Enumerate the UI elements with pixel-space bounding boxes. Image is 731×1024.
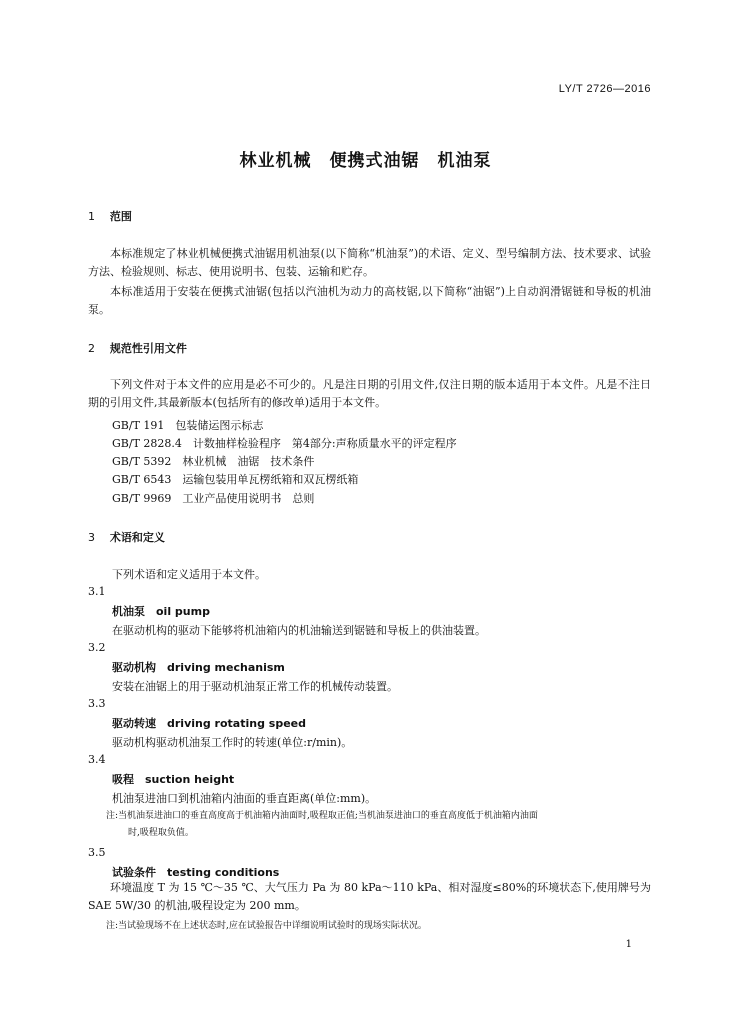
term-definition: 驱动机构驱动机油泵工作时的转速(单位:r/min)。 [112, 736, 353, 749]
section-3-number: 3 [88, 531, 95, 544]
section-2-title: 规范性引用文件 [109, 342, 187, 355]
note-line-1: 注:当机油泵进油口的垂直高度高于机油箱内油面时,吸程取正值;当机油泵进油口的垂直高度低于机油箱内油面 [106, 811, 538, 821]
document-title: 林业机械 便携式油锯 机油泵 [239, 151, 492, 171]
section-1-heading [88, 208, 132, 224]
clause-number: 3.5 [88, 846, 106, 859]
term-definition: 在驱动机构的驱动下能够将机油箱内的机油输送到锯链和导板上的供油装置。 [112, 624, 486, 637]
term-title: 试验条件 testing conditions [112, 866, 280, 879]
section-3-heading [88, 529, 165, 545]
section-1-number: 1 [88, 210, 95, 223]
term-note [106, 808, 652, 842]
page-number: 1 [625, 939, 632, 950]
term-title: 吸程 suction height [112, 773, 235, 786]
clause-number: 3.1 [88, 585, 106, 598]
clause-number: 3.2 [88, 641, 106, 654]
term-definition: 环境温度 T 为 15 ℃～35 ℃、大气压力 Pa 为 80 kPa～110 kPa、相对湿度≤80%的环境状态下,使用牌号为 SAE 5W/30 的机油,吸程设定为 200 mm。 [88, 881, 651, 912]
section-2-number: 2 [88, 342, 95, 355]
section-1-title: 范围 [109, 210, 132, 223]
reference-item: GB/T 191 包装储运图示标志 [112, 419, 264, 432]
term-definition: 机油泵进油口到机油箱内油面的垂直距离(单位:mm)。 [112, 792, 377, 805]
section-2-para: 下列文件对于本文件的应用是必不可少的。凡是注日期的引用文件,仅注日期的版本适用于本文件。凡是不注日期的引用文件,其最新版本(包括所有的修改单)适用于本文件。 [88, 378, 651, 409]
standard-code: LY/T 2726—2016 [558, 83, 651, 95]
term-title: 驱动机构 driving mechanism [112, 661, 285, 674]
term-title: 机油泵 oil pump [112, 605, 210, 618]
clause-number: 3.3 [88, 697, 106, 710]
note-line-2: 时,吸程取负值。 [128, 828, 194, 838]
section-1-para-1: 本标准规定了林业机械便携式油锯用机油泵(以下简称“机油泵”)的术语、定义、型号编制方法、技术要求、试验方法、检验规则、标志、使用说明书、包装、运输和贮存。 [88, 247, 651, 278]
term-title: 驱动转速 driving rotating speed [112, 717, 306, 730]
section-2-heading [88, 340, 187, 356]
section-3-intro: 下列术语和定义适用于本文件。 [112, 568, 266, 581]
term-definition: 安装在油锯上的用于驱动机油泵正常工作的机械传动装置。 [112, 680, 398, 693]
section-3-title: 术语和定义 [109, 531, 165, 544]
reference-item: GB/T 6543 运输包装用单瓦楞纸箱和双瓦楞纸箱 [112, 473, 359, 486]
section-1-para-2: 本标准适用于安装在便携式油锯(包括以汽油机为动力的高枝锯,以下简称“油锯”)上自动润滑锯链和导板的机油泵。 [88, 285, 651, 316]
reference-item: GB/T 5392 林业机械 油锯 技术条件 [112, 455, 315, 468]
term-note: 注:当试验现场不在上述状态时,应在试验报告中详细说明试验时的现场实际状况。 [106, 921, 427, 931]
reference-item: GB/T 2828.4 计数抽样检验程序 第4部分:声称质量水平的评定程序 [112, 437, 457, 450]
reference-item: GB/T 9969 工业产品使用说明书 总则 [112, 492, 315, 505]
clause-number: 3.4 [88, 753, 106, 766]
